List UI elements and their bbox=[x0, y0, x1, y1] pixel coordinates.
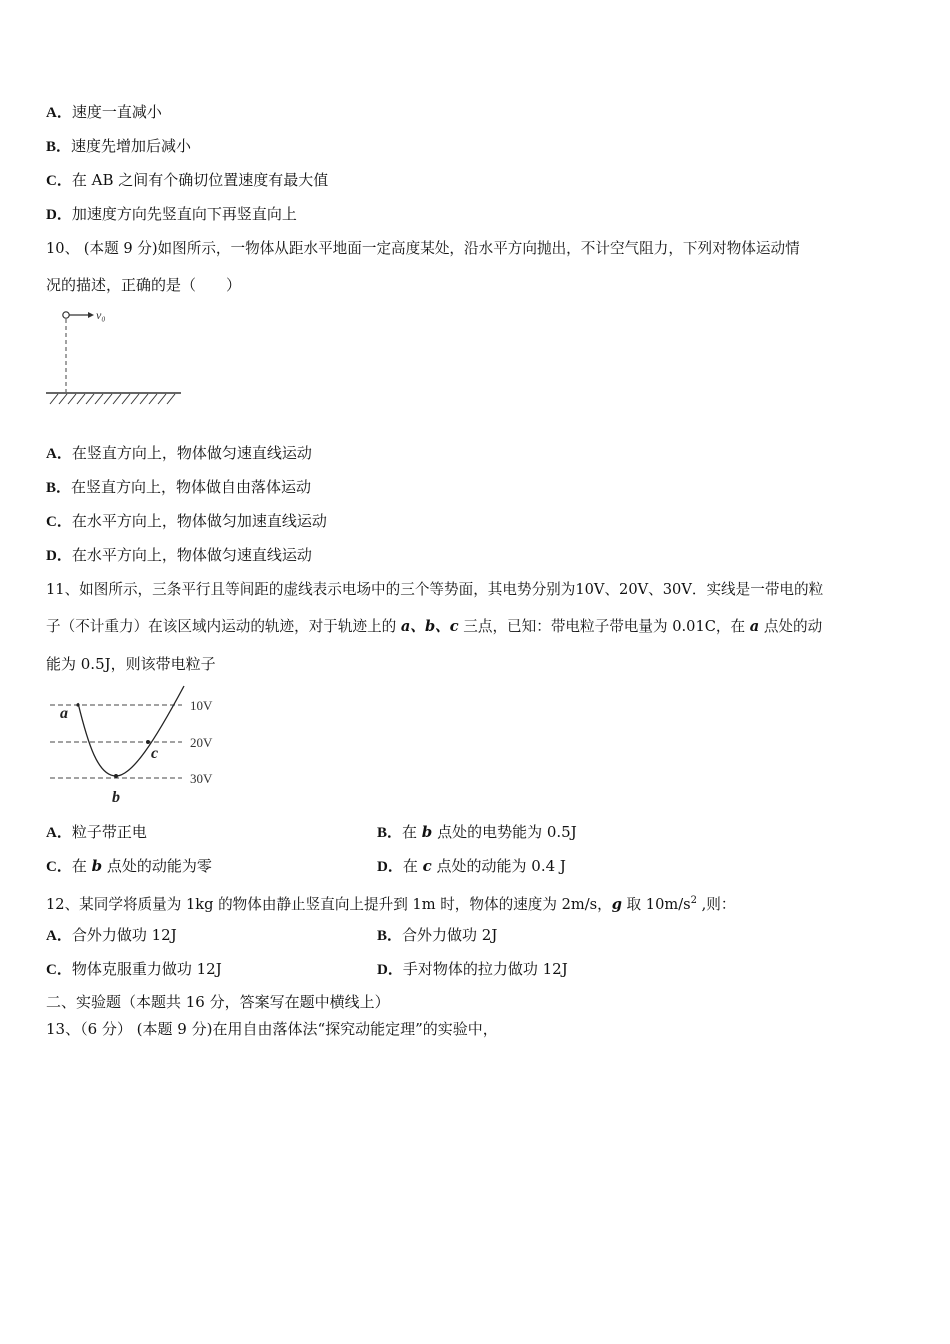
option-text: 点处的电势能为 0.5J bbox=[432, 823, 577, 841]
q12-stem bbox=[46, 891, 735, 915]
option-key: C． bbox=[46, 173, 72, 189]
q12-stem-text: ,则： bbox=[696, 895, 736, 913]
q12-stem-text: 取 10m/s bbox=[621, 895, 691, 913]
q10-stem-line1: 10、 (本题 9 分)如图所示，一物体从距水平地面一定高度某处，沿水平方向抛出，不计空气阻力，下列对物体运动情 bbox=[46, 240, 800, 257]
q11-option-a bbox=[46, 822, 147, 843]
option-key: A． bbox=[46, 825, 72, 841]
option-key: A． bbox=[46, 105, 72, 121]
q12-option-b bbox=[377, 925, 497, 946]
q11-point-names: a、b、c bbox=[400, 618, 459, 635]
ball bbox=[63, 312, 69, 318]
potential-label-30v: 30V bbox=[190, 771, 213, 786]
option-text: 合外力做功 12J bbox=[71, 926, 177, 944]
q9-option-b bbox=[46, 136, 191, 157]
potential-label-10v: 10V bbox=[190, 698, 213, 713]
particle-trajectory bbox=[78, 686, 184, 776]
option-text: 粒子带正电 bbox=[71, 823, 147, 841]
q10-projectile-figure bbox=[44, 304, 184, 410]
q11-stem-line1: 11、如图所示，三条平行且等间距的虚线表示电场中的三个等势面，其电势分别为10V、20V、30V．实线是一带电的粒 bbox=[46, 581, 824, 598]
option-key: A． bbox=[46, 928, 72, 944]
option-key: D． bbox=[377, 962, 403, 978]
q9-option-d bbox=[46, 204, 297, 225]
option-key: B． bbox=[377, 928, 403, 944]
q11-stem-text: 子（不计重力）在该区域内运动的轨迹，对于轨迹上的 bbox=[46, 618, 401, 635]
option-key: B． bbox=[46, 139, 72, 155]
potential-label-20v: 20V bbox=[190, 735, 213, 750]
option-var: b bbox=[91, 857, 103, 875]
q11-stem-line2 bbox=[46, 617, 822, 637]
option-key: A． bbox=[46, 446, 72, 462]
option-key: B． bbox=[377, 825, 403, 841]
option-text: 加速度方向先竖直向下再竖直向上 bbox=[71, 205, 297, 223]
point-label-b: b bbox=[112, 789, 120, 806]
option-text: 点处的动能为 0.4 J bbox=[431, 857, 566, 875]
point-c-dot bbox=[146, 740, 150, 744]
section-heading-experiment: 二、实验题（本题共 16 分，答案写在题中横线上） bbox=[46, 993, 390, 1011]
q11-stem-text: 点处的动 bbox=[759, 618, 823, 635]
point-label-a: a bbox=[60, 705, 68, 722]
q10-stem-line2: 况的描述，正确的是（ ） bbox=[46, 276, 242, 294]
option-text: 在 AB 之间有个确切位置速度有最大值 bbox=[71, 171, 329, 189]
option-text: 在 bbox=[402, 857, 423, 875]
velocity-arrow-head bbox=[88, 312, 94, 318]
velocity-label: v₀ bbox=[96, 308, 106, 322]
option-text: 在水平方向上，物体做匀加速直线运动 bbox=[71, 512, 327, 530]
q10-option-d bbox=[46, 545, 312, 566]
option-var: c bbox=[422, 857, 432, 875]
q11-stem-text: 三点，已知：带电粒子带电量为 0.01C，在 bbox=[458, 618, 750, 635]
q12-option-a bbox=[46, 925, 177, 946]
option-text: 手对物体的拉力做功 12J bbox=[402, 960, 568, 978]
option-text: 速度一直减小 bbox=[71, 103, 162, 121]
ground-hatching bbox=[50, 394, 175, 404]
option-key: B． bbox=[46, 480, 72, 496]
point-a-dot bbox=[76, 703, 79, 706]
option-key: C． bbox=[46, 859, 72, 875]
q11-stem-line3: 能为 0.5J，则该带电粒子 bbox=[46, 655, 216, 673]
q11-option-d bbox=[377, 856, 566, 877]
option-key: D． bbox=[46, 207, 72, 223]
option-var: b bbox=[421, 823, 433, 841]
q10-option-b bbox=[46, 477, 311, 498]
q9-option-a bbox=[46, 102, 162, 123]
q10-option-a bbox=[46, 443, 312, 464]
option-text: 在水平方向上，物体做匀速直线运动 bbox=[71, 546, 312, 564]
q9-option-c bbox=[46, 170, 328, 191]
q11-equipotential-figure bbox=[46, 684, 236, 808]
option-key: D． bbox=[377, 859, 403, 875]
q12-stem-text: 12、某同学将质量为 1kg 的物体由静止竖直向上提升到 1m 时，物体的速度为 2m/s， bbox=[46, 895, 612, 913]
option-text: 在 bbox=[402, 823, 422, 841]
point-label-c: c bbox=[151, 745, 159, 762]
option-text: 点处的动能为零 bbox=[102, 857, 212, 875]
option-key: C． bbox=[46, 514, 72, 530]
option-key: C． bbox=[46, 962, 72, 978]
point-b-dot bbox=[114, 774, 118, 778]
q12-option-d bbox=[377, 959, 568, 980]
q11-option-c bbox=[46, 856, 212, 877]
q10-option-c bbox=[46, 511, 327, 532]
q13-stem: 13、（6 分） (本题 9 分)在用自由落体法“探究动能定理”的实验中， bbox=[46, 1020, 498, 1038]
q12-exponent: 2 bbox=[690, 895, 697, 906]
option-text: 速度先增加后减小 bbox=[71, 137, 192, 155]
option-text: 物体克服重力做功 12J bbox=[71, 960, 222, 978]
option-key: D． bbox=[46, 548, 72, 564]
q11-option-b bbox=[377, 822, 577, 843]
option-text: 在 bbox=[71, 857, 92, 875]
option-text: 在竖直方向上，物体做匀速直线运动 bbox=[71, 444, 312, 462]
q11-point-a: a bbox=[749, 618, 760, 635]
option-text: 合外力做功 2J bbox=[402, 926, 498, 944]
option-text: 在竖直方向上，物体做自由落体运动 bbox=[71, 478, 312, 496]
q12-var-g: g bbox=[611, 895, 622, 913]
q12-option-c bbox=[46, 959, 222, 980]
